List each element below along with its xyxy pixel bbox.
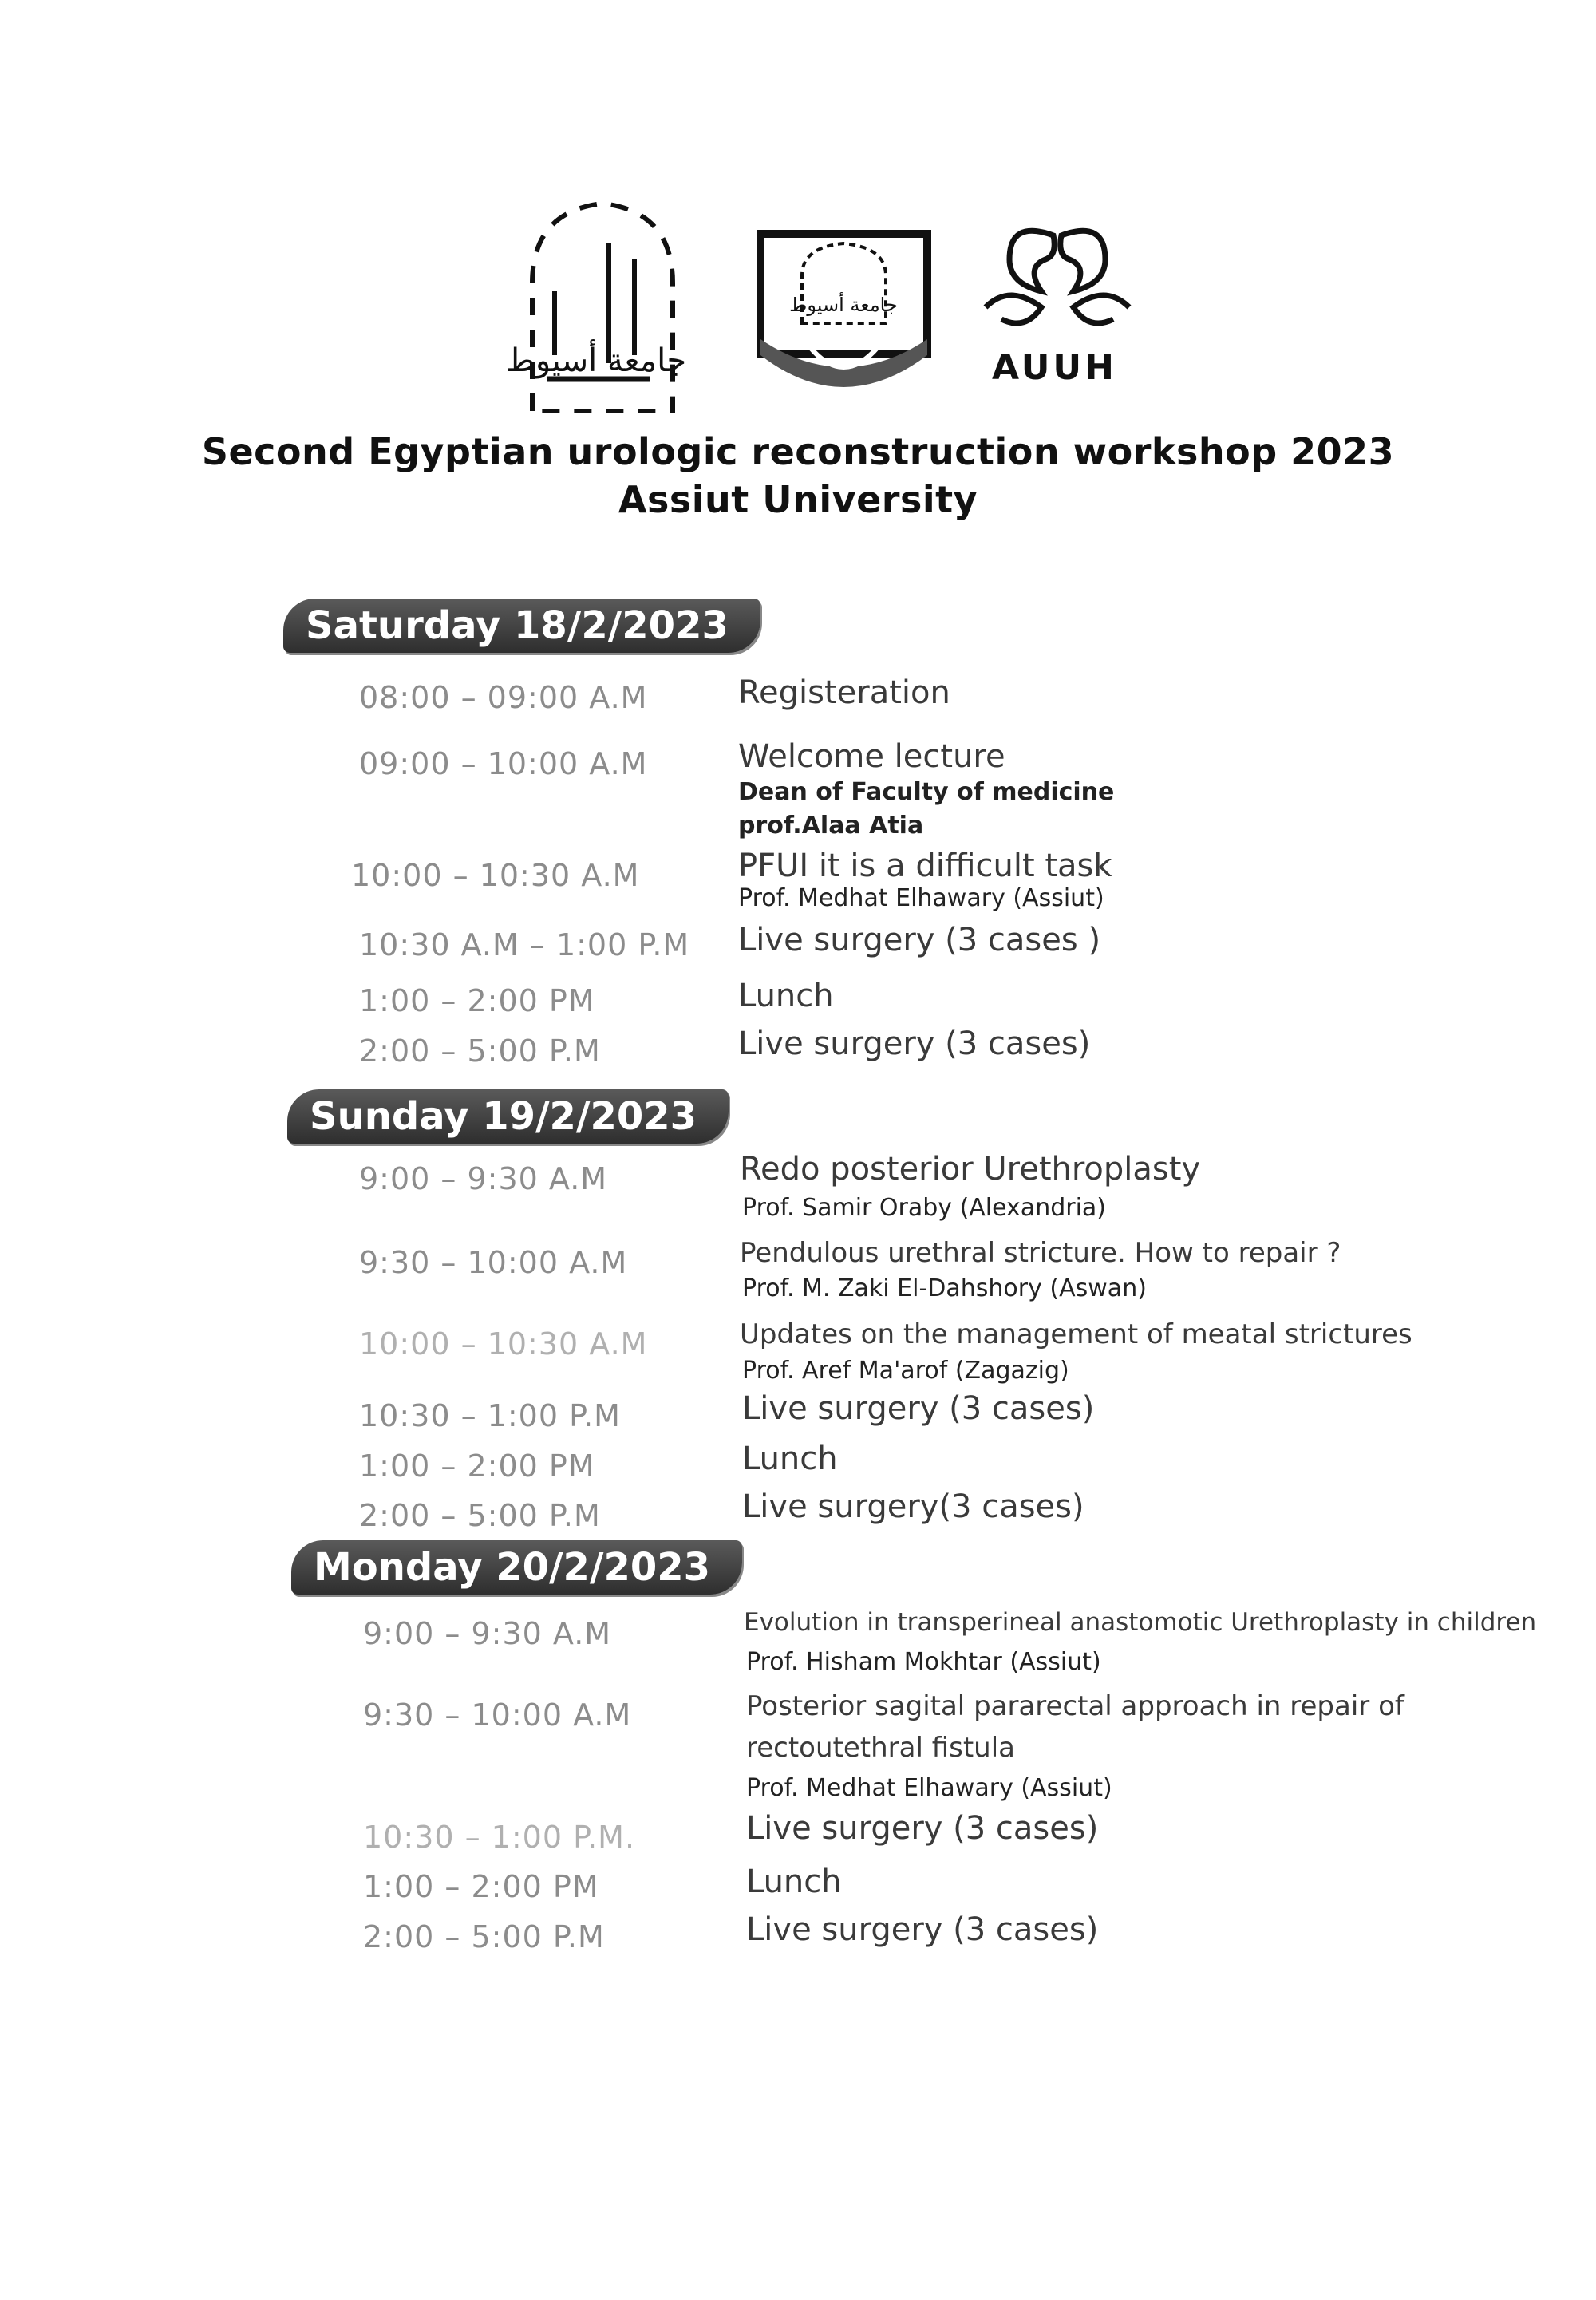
session-time: 1:00 – 2:00 PM <box>359 983 595 1018</box>
assiut-university-logo <box>505 196 687 419</box>
session-title: Posterior sagital pararectal approach in repair of <box>746 1690 1404 1722</box>
session-title: PFUI it is a difficult task <box>738 848 1112 884</box>
day-banner-monday: Monday 20/2/2023 <box>291 1540 742 1595</box>
session-title: Registeration <box>738 674 950 711</box>
session-title: Redo posterior Urethroplasty <box>740 1151 1201 1188</box>
session-time: 10:30 – 1:00 P.M <box>359 1398 621 1433</box>
university-shield-logo <box>754 227 934 407</box>
session-time: 1:00 – 2:00 PM <box>363 1869 599 1904</box>
session-time: 2:00 – 5:00 P.M <box>363 1919 605 1954</box>
session-title: Live surgery (3 cases) <box>746 1810 1099 1847</box>
session-time: 9:00 – 9:30 A.M <box>359 1161 608 1196</box>
session-title: Live surgery(3 cases) <box>742 1488 1084 1525</box>
session-title: Pendulous urethral stricture. How to repair ? <box>740 1237 1341 1269</box>
session-time: 10:00 – 10:30 A.M <box>359 1326 648 1361</box>
session-title: Lunch <box>742 1440 838 1477</box>
session-title: Welcome lecture <box>738 738 1005 775</box>
session-subtitle: Dean of Faculty of medicine <box>738 778 1115 806</box>
session-time: 2:00 – 5:00 P.M <box>359 1498 601 1533</box>
session-time: 1:00 – 2:00 PM <box>359 1448 595 1484</box>
session-time: 2:00 – 5:00 P.M <box>359 1033 601 1069</box>
logo-main-text: جامعة أسيوط <box>505 342 687 379</box>
session-title: Live surgery (3 cases) <box>738 1026 1091 1062</box>
session-title: Updates on the management of meatal strictures <box>740 1318 1412 1350</box>
logo-shield-text: جامعة أسيوط <box>789 294 898 316</box>
session-time: 10:00 – 10:30 A.M <box>351 858 640 893</box>
session-speaker: Prof. Medhat Elhawary (Assiut) <box>746 1774 1112 1802</box>
session-speaker: Prof. Medhat Elhawary (Assiut) <box>738 884 1104 912</box>
session-title: Lunch <box>738 978 834 1014</box>
session-time: 08:00 – 09:00 A.M <box>359 680 648 715</box>
day-banner-saturday: Saturday 18/2/2023 <box>283 599 760 653</box>
session-speaker: Prof. M. Zaki El-Dahshory (Aswan) <box>742 1274 1147 1302</box>
session-time: 10:30 A.M – 1:00 P.M <box>359 927 690 962</box>
page-title: Second Egyptian urologic reconstruction workshop 2023 <box>201 430 1395 473</box>
session-speaker: prof.Alaa Atia <box>738 812 924 840</box>
session-time: 9:00 – 9:30 A.M <box>363 1616 612 1651</box>
session-speaker: Prof. Aref Ma'arof (Zagazig) <box>742 1357 1069 1385</box>
auuh-logo <box>978 219 1137 403</box>
session-time: 09:00 – 10:00 A.M <box>359 746 648 781</box>
session-speaker: Prof. Hisham Mokhtar (Assiut) <box>746 1648 1101 1676</box>
session-speaker: Prof. Samir Oraby (Alexandria) <box>742 1194 1107 1222</box>
session-title: Live surgery (3 cases ) <box>738 922 1101 958</box>
session-title: Live surgery (3 cases) <box>742 1390 1095 1427</box>
session-time: 9:30 – 10:00 A.M <box>359 1245 628 1280</box>
session-title: Live surgery (3 cases) <box>746 1911 1099 1948</box>
session-title: Evolution in transperineal anastomotic Urethroplasty in children <box>744 1608 1537 1637</box>
day-banner-sunday: Sunday 19/2/2023 <box>287 1089 729 1144</box>
session-title-line2: rectoutethral fistula <box>746 1732 1016 1764</box>
session-time: 9:30 – 10:00 A.M <box>363 1697 632 1733</box>
page-subtitle: Assiut University <box>618 478 978 521</box>
session-time: 10:30 – 1:00 P.M. <box>363 1820 636 1855</box>
session-title: Lunch <box>746 1863 842 1900</box>
auuh-wordmark: AUUH <box>992 347 1117 388</box>
